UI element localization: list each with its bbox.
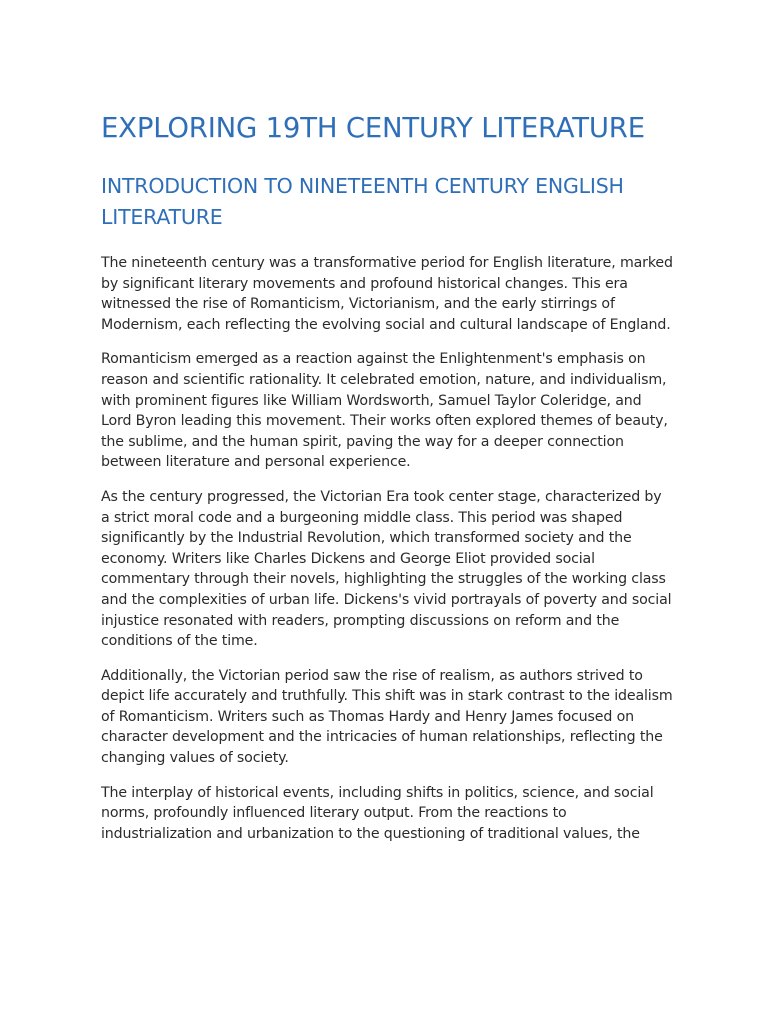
section-heading: INTRODUCTION TO NINETEENTH CENTURY ENGLISH LITERATURE	[101, 174, 624, 229]
document-page	[101, 108, 673, 858]
paragraph-historical-interplay: The interplay of historical events, including shifts in politics, science, and social norms, profoundly influenced literary output. From the reactions to industrialization and urbanization to the questioning of traditional values, the	[101, 784, 654, 842]
document-title: EXPLORING 19TH CENTURY LITERATURE	[101, 112, 645, 144]
paragraph-romanticism: Romanticism emerged as a reaction against the Enlightenment's emphasis on reason and scientific rationality. It celebrated emotion, nature, and individualism, with prominent figures like William Wordsworth, Samuel Taylor Coleridge, and Lord Byron leading this movement. Their works often explored themes of beauty, the sublime, and the human spirit, paving the way for a deeper connection between literature and personal experience.	[101, 351, 668, 471]
paragraph-realism: Additionally, the Victorian period saw the rise of realism, as authors strived to depict life accurately and truthfully. This shift was in stark contrast to the idealism of Romanticism. Writers such as Thomas Hardy and Henry James focused on character development and the intricacies of human relationships, reflecting the changing values of society.	[101, 667, 673, 767]
paragraph-victorian-era: As the century progressed, the Victorian Era took center stage, characterized by a strict moral code and a burgeoning middle class. This period was shaped significantly by the Industrial Revolution, which transformed society and the economy. Writers like Charles Dickens and George Eliot provided social commentary through their novels, highlighting the struggles of the working class and the complexities of urban life. Dickens's vivid portrayals of poverty and social injustice resonated with readers, prompting discussions on reform and the conditions of the time.	[101, 488, 672, 650]
paragraph-intro: The nineteenth century was a transformative period for English literature, marked by significant literary movements and profound historical changes. This era witnessed the rise of Romanticism, Victorianism, and the early stirrings of Modernism, each reflecting the evolving social and cultural landscape of England.	[101, 255, 673, 333]
